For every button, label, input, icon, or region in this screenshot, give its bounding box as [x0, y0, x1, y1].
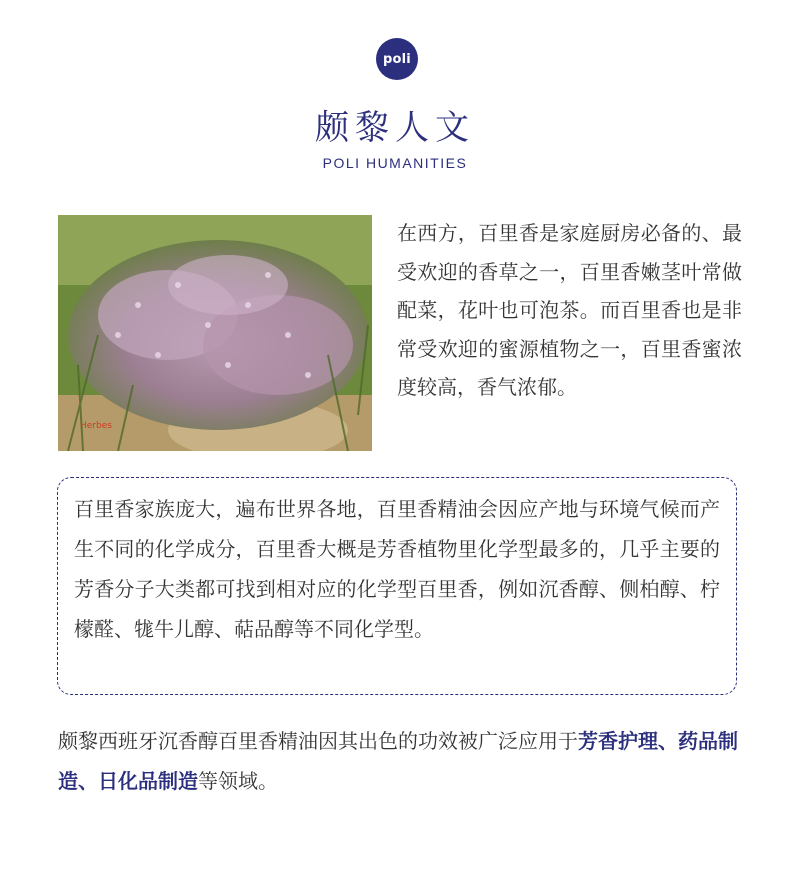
- page-subtitle: POLI HUMANITIES: [322, 155, 468, 171]
- info-box-text: 百里香家族庞大，遍布世界各地，百里香精油会因应产地与环境气候而产生不同的化学成分，百里香大概是芳香植物里化学型最多的，几乎主要的芳香分子大类都可找到相对应的化学型百里香，例如沉香醇、侧柏醇、柠檬醛、牻牛儿醇、萜品醇等不同化学型。: [74, 497, 720, 641]
- outro-paragraph: [58, 721, 742, 801]
- outro-prefix: 颇黎西班牙沉香醇百里香精油因其出色的功效被广泛应用于: [58, 729, 578, 753]
- page-title: 颇黎人文: [315, 108, 475, 148]
- intro-paragraph: 在西方，百里香是家庭厨房必备的、最受欢迎的香草之一，百里香嫩茎叶常做配菜，花叶也可泡茶。而百里香也是非常受欢迎的蜜源植物之一，百里香蜜浓度较高，香气浓郁。: [397, 221, 742, 400]
- poli-logo: [376, 38, 418, 80]
- info-box: [57, 477, 737, 695]
- thyme-photo: [58, 215, 372, 451]
- photo-watermark: Herbes: [80, 421, 112, 431]
- logo-text: poli: [383, 51, 411, 67]
- outro-highlight: 芳香护理、药品制造、日化品制造: [58, 729, 738, 793]
- outro-suffix: 等领域。: [198, 769, 278, 793]
